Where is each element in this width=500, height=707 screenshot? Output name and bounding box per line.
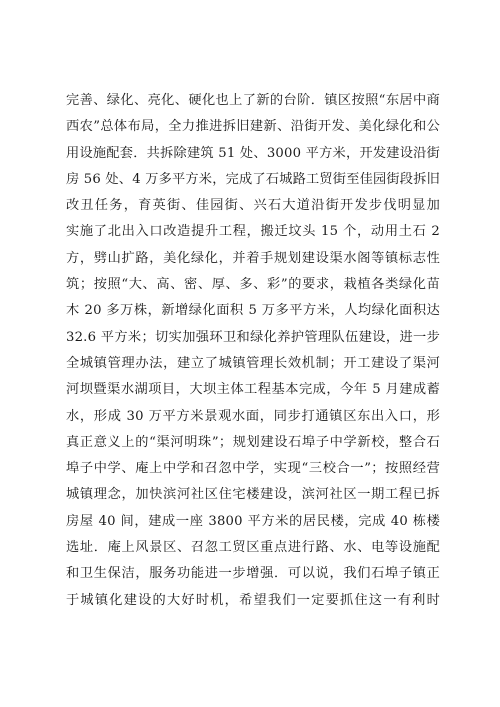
text-line: 选址．庵上风景区、召忽工贸区重点进行路、水、电等设施配 [66,540,440,556]
text-line: 水，形成 30 万平方米景观水面，同步打通镇区东出入口，形 [66,408,440,424]
text-line: 河坝暨渠水湖项目，大坝主体工程基本完成，今年 5 月建成蓄 [66,382,440,398]
text-line: 完善、绿化、亮化、硬化也上了新的台阶．镇区按照“东居中商 [66,93,440,108]
text-line: 于城镇化建设的大好时机，希望我们一定要抓住这一有利时 [66,592,440,608]
text-line: 和卫生保洁，服务功能进一步增强．可以说，我们石埠子镇正 [66,566,440,582]
text-line: 筑；按照“大、高、密、厚、多、彩”的要求，栽植各类绿化苗 [66,277,440,293]
text-line: 全城镇管理办法，建立了城镇管理长效机制；开工建设了渠河 [66,355,440,371]
text-line: 房屋 40 间，建成一座 3800 平方米的居民楼，完成 40 栋楼 [66,513,440,529]
text-line: 房 56 处、4 万多平方米，完成了石城路工贸街至佳园街段拆旧 [66,171,440,187]
text-line: 木 20 多万株，新增绿化面积 5 万多平方米，人均绿化面积达 [66,303,440,319]
text-line: 西农”总体布局，全力推进拆旧建新、沿街开发、美化绿化和公 [66,119,440,135]
text-line: 实施了北出入口改造提升工程，搬迁坟头 15 个，动用土石 2 [66,224,440,240]
text-line: 用设施配套．共拆除建筑 51 处、3000 平方米，开发建设沿街 [66,145,440,161]
text-line: 32.6 平方米；切实加强环卫和绿化养护管理队伍建设，进一步 [66,329,440,345]
text-line: 方，劈山扩路，美化绿化，并着手规划建设渠水阁等镇标志性 [66,250,440,266]
text-line: 改丑任务，育英街、佳园街、兴石大道沿街开发步伐明显加 [66,198,440,214]
body-text [66,88,440,614]
text-line: 埠子中学、庵上中学和召忽中学，实现“三校合一”；按照经营 [66,461,440,477]
text-line: 真正意义上的“渠河明珠”；规划建设石埠子中学新校，整合石 [66,434,440,450]
text-line: 城镇理念，加快滨河社区住宅楼建设，滨河社区一期工程已拆 [66,487,440,503]
